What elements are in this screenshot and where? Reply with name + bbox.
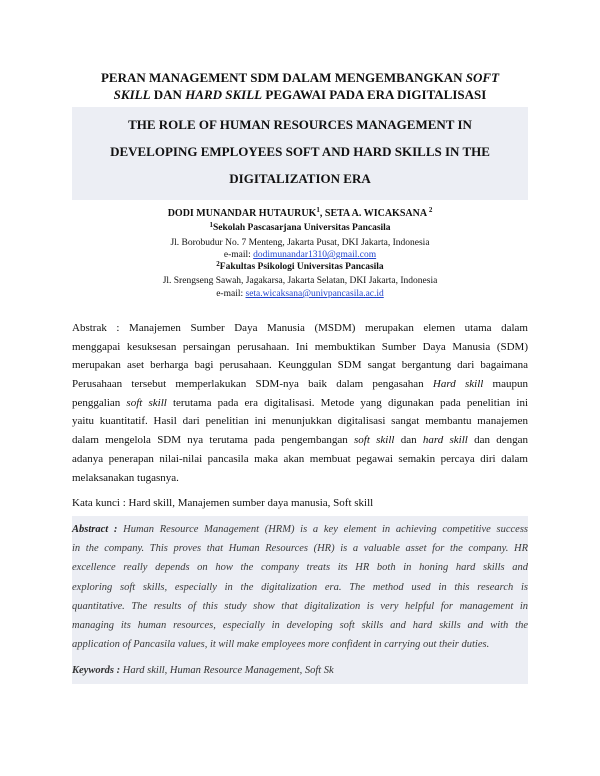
abstract-line: quantitative. The results of this study show that digitalization is very helpful for management in <box>72 600 528 612</box>
abstract-line: menggapai kesuksesan persaingan perusahaan. Ini membuktikan Sumber Daya Manusia (SDM) <box>72 340 528 353</box>
abstract-line: dalam mengelola SDM nya terutama pada pengembangan soft skill dan hard skill dan dengan <box>72 434 528 447</box>
affiliation-1-address: Jl. Borobudur No. 7 Menteng, Jakarta Pusat, DKI Jakarta, Indonesia <box>170 238 430 248</box>
english-title-line: DIGITALIZATION ERA <box>229 171 371 186</box>
english-abstract <box>72 520 528 654</box>
affiliation-2-address: Jl. Srengseng Sawah, Jagakarsa, Jakarta Selatan, DKI Jakarta, Indonesia <box>162 276 438 286</box>
abstract-line: Abstrak : Manajemen Sumber Daya Manusia (MSDM) merupakan elemen utama dalam <box>72 322 528 334</box>
author-name: SETA A. WICAKSANA <box>324 208 428 219</box>
keywords-label: Keywords : <box>72 665 121 676</box>
abstract-line: merupakan aset berharga bagi perusahaan. Keunggulan SDM sangat bergantung dari bagaimana <box>72 359 528 372</box>
email-link[interactable]: seta.wicaksana@univpancasila.ac.id <box>245 289 384 299</box>
abstract-line: yaitu kuantitatif. Hasil dari penelitian ini menunjukkan digitalisasi sangat membantu manajemen <box>72 415 528 428</box>
author-list: DODI MUNANDAR HUTAURUK$^1$, SETA A. WICAKSANA $^2$ <box>167 206 433 219</box>
abstract-line: Abstract : Human Resource Management (HRM) is a key element in achieving competitive success <box>72 524 528 535</box>
english-keywords: Keywords : Hard skill, Human Resource Management, Soft Sk <box>72 665 334 676</box>
affiliation-2-email: e-mail: seta.wicaksana@univpancasila.ac.id <box>216 289 384 299</box>
affiliation-1-institution: $^1$Sekolah Pascasarjana Universitas Pancasila <box>209 221 391 233</box>
abstract-line: managing its human resources, especially in developing soft skills and hard skills and with the <box>72 619 528 631</box>
abstract-line: Perusahaan tersebut memperlakukan SDM-nya baik dalam pengasahan Hard skill maupun <box>72 378 528 391</box>
affiliation-1-email: e-mail: dodimunandar1310@gmail.com <box>223 250 377 260</box>
affiliation-2-institution: $^2$Fakultas Psikologi Universitas Pancasila <box>216 260 384 272</box>
title-hard-skill: HARD SKILL <box>185 87 263 102</box>
abstract-line: application of Pancasila values, it will make employees more confident in carrying out their duties. <box>72 639 490 651</box>
author-name: DODI MUNANDAR HUTAURUK <box>167 208 317 219</box>
abstract-line: exploring soft skills, especially in the digitalization era. The method used in this research is <box>72 581 528 593</box>
abstract-line: penggalian soft skill terutama pada era digitalisasi. Metode yang digunakan pada penelitian ini <box>72 396 528 409</box>
indonesian-abstract <box>72 319 528 487</box>
abstract-line: melaksanakan tugasnya. <box>72 471 179 484</box>
abstract-label: Abstract : <box>72 524 118 535</box>
title-skill: SKILL <box>113 87 151 102</box>
abstract-line: excellence really depends on how the company treats its HR both in honing hard skills and <box>72 562 528 574</box>
indonesian-keywords: Kata kunci : Hard skill, Manajemen sumber daya manusia, Soft skill <box>72 497 374 509</box>
email-link[interactable]: dodimunandar1310@gmail.com <box>253 250 377 260</box>
abstract-line: in the company. This proves that Human Resources (HR) is a valuable asset for the company. HR <box>72 543 528 555</box>
title-soft: SOFT <box>465 70 500 85</box>
indonesian-title: PERAN MANAGEMENT SDM DALAM MENGEMBANGKAN SOFT SKILL DAN HARD SKILL PEGAWAI PADA ERA DIGITALISASI <box>100 70 500 102</box>
english-title <box>72 111 528 192</box>
english-title-line: THE ROLE OF HUMAN RESOURCES MANAGEMENT IN <box>128 117 472 132</box>
abstract-line: adanya penerapan nilai-nilai pancasila maka akan membuat pegawai semakin percaya diri dalam <box>72 452 528 465</box>
english-title-line: DEVELOPING EMPLOYEES SOFT AND HARD SKILLS IN THE <box>110 144 490 159</box>
